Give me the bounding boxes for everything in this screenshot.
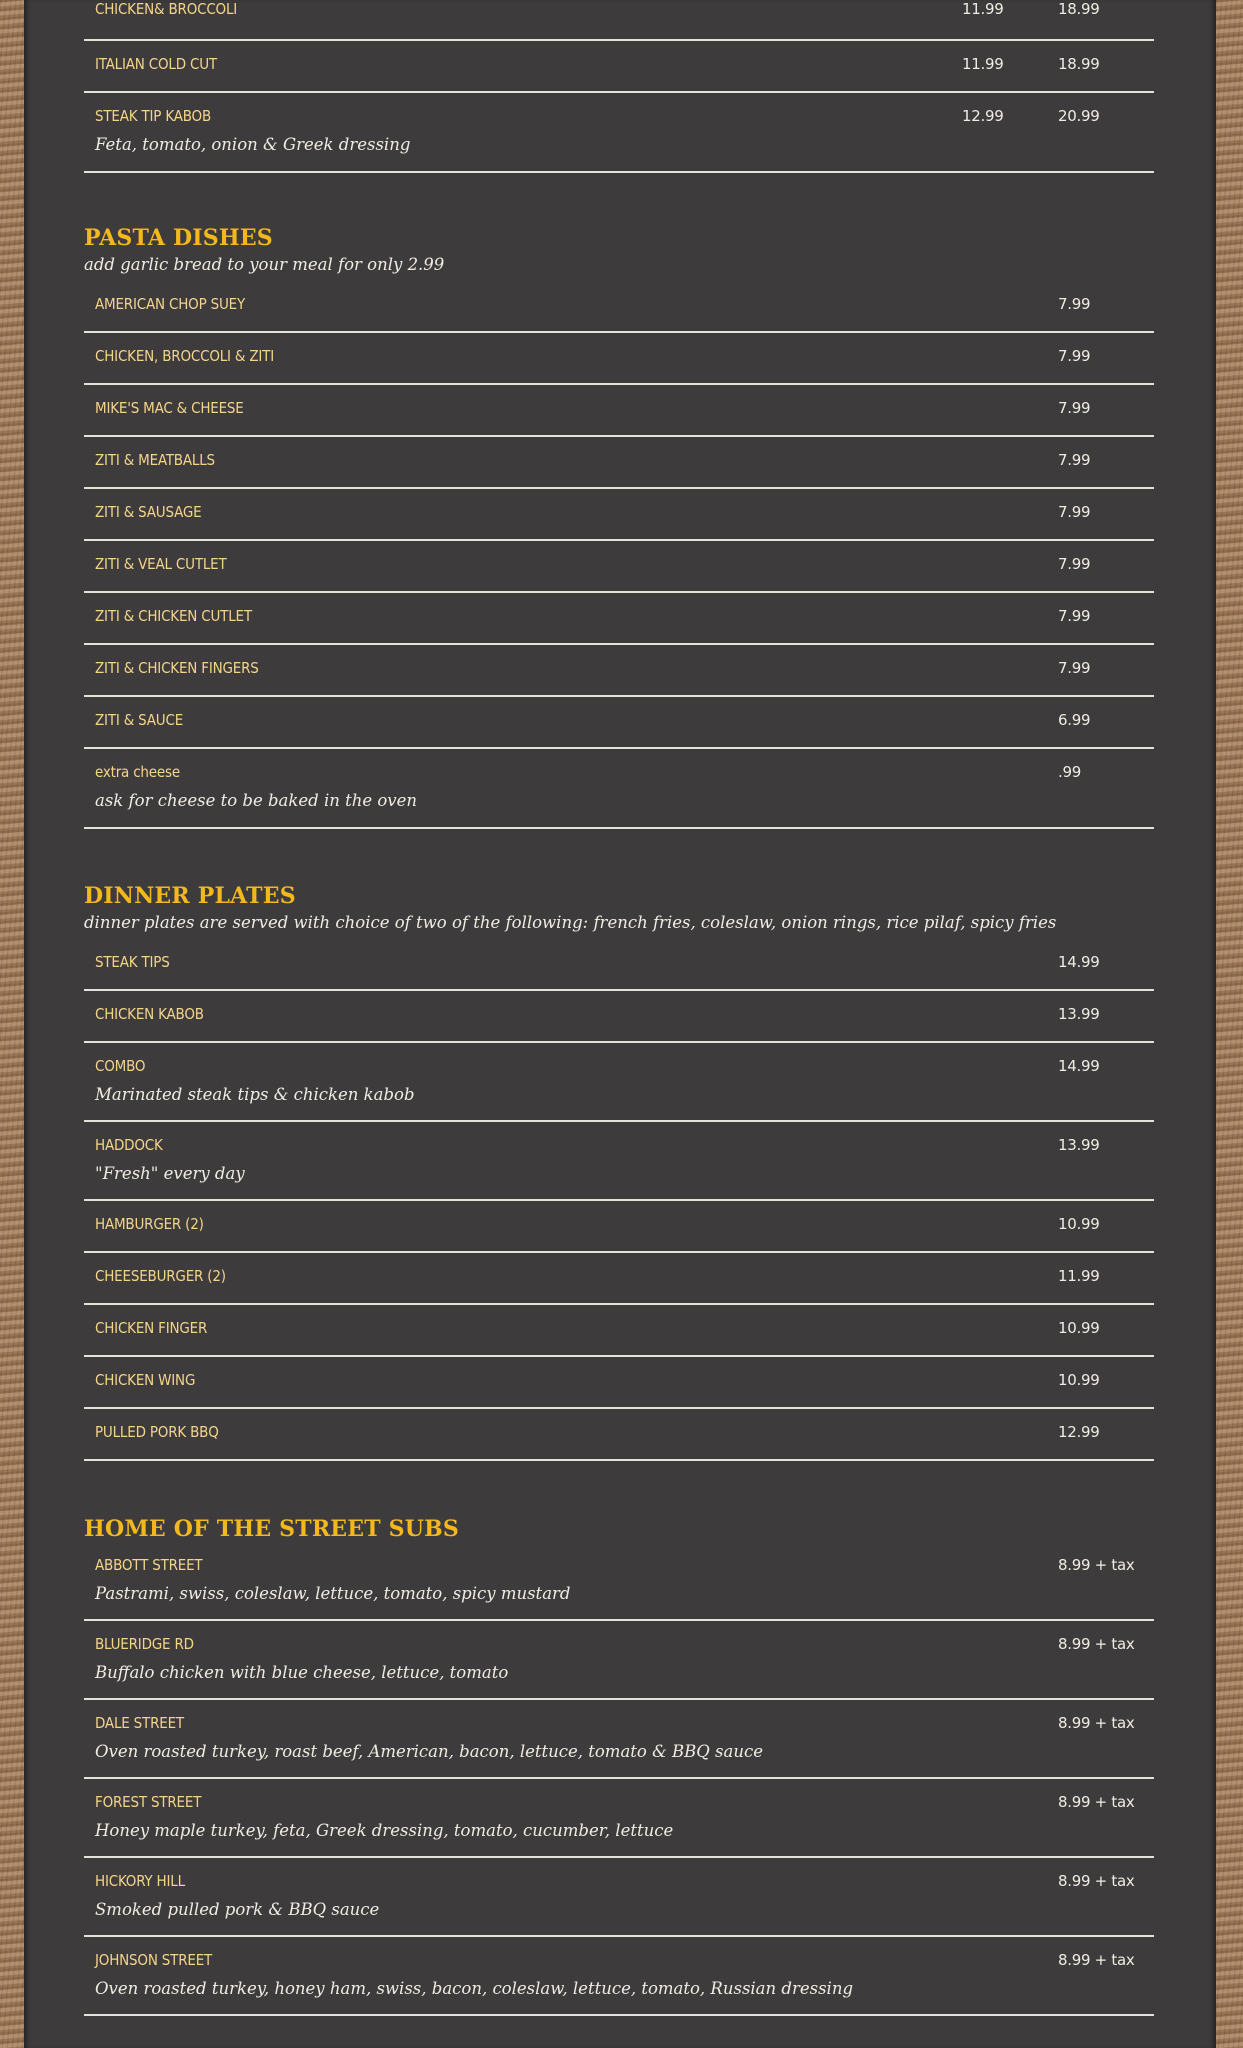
- item-price: 7.99: [1058, 659, 1091, 677]
- item-name: CHICKEN WING: [95, 1371, 196, 1389]
- menu-item: [84, 489, 1154, 541]
- item-name: CHICKEN KABOB: [95, 1005, 204, 1023]
- item-description: Oven roasted turkey, roast beef, American, bacon, lettuce, tomato & BBQ sauce: [95, 1742, 763, 1761]
- section-title: DINNER PLATES: [84, 883, 296, 909]
- item-price: 7.99: [1058, 503, 1091, 521]
- item-description: Smoked pulled pork & BBQ sauce: [95, 1900, 380, 1919]
- item-name: DALE STREET: [95, 1714, 184, 1732]
- item-name: extra cheese: [95, 763, 180, 781]
- wood-frame-left: [0, 0, 24, 2048]
- section-title: PASTA DISHES: [84, 225, 273, 251]
- menu-item: [84, 1122, 1154, 1201]
- item-price: 10.99: [1058, 1215, 1100, 1233]
- item-price: 8.99 + tax: [1058, 1714, 1135, 1732]
- menu-item: [84, 1542, 1154, 1621]
- item-price-large: 18.99: [1058, 0, 1100, 18]
- item-price: 7.99: [1058, 347, 1091, 365]
- item-name: HADDOCK: [95, 1136, 163, 1154]
- item-name: ITALIAN COLD CUT: [95, 55, 217, 73]
- item-name: AMERICAN CHOP SUEY: [95, 295, 246, 313]
- item-name: HAMBURGER (2): [95, 1215, 204, 1233]
- menu-item: [84, 645, 1154, 697]
- item-price: 7.99: [1058, 607, 1091, 625]
- menu-item: [84, 437, 1154, 489]
- menu-item: [84, 1937, 1154, 2016]
- menu-item: [84, 697, 1154, 749]
- item-name: CHEESEBURGER (2): [95, 1267, 226, 1285]
- item-name: PULLED PORK BBQ: [95, 1423, 219, 1441]
- item-price-large: 20.99: [1058, 107, 1100, 125]
- item-price-small: 11.99: [962, 55, 1004, 73]
- menu-item: [84, 1621, 1154, 1700]
- item-description: Marinated steak tips & chicken kabob: [95, 1085, 415, 1104]
- item-price: 6.99: [1058, 711, 1091, 729]
- item-description: Buffalo chicken with blue cheese, lettuce, tomato: [95, 1663, 509, 1682]
- item-name: STEAK TIP KABOB: [95, 107, 212, 125]
- menu-item: [84, 1858, 1154, 1937]
- item-name: ZITI & SAUCE: [95, 711, 184, 729]
- menu-item: [84, 939, 1154, 991]
- menu-item: [84, 1043, 1154, 1122]
- item-description: Honey maple turkey, feta, Greek dressing, tomato, cucumber, lettuce: [95, 1821, 674, 1840]
- item-description: "Fresh" every day: [95, 1164, 245, 1183]
- item-name: ZITI & SAUSAGE: [95, 503, 202, 521]
- item-price: .99: [1058, 763, 1081, 781]
- item-name: ZITI & CHICKEN FINGERS: [95, 659, 259, 677]
- item-name: CHICKEN FINGER: [95, 1319, 208, 1337]
- item-price: 7.99: [1058, 555, 1091, 573]
- item-price: 8.99 + tax: [1058, 1793, 1135, 1811]
- wood-frame-right: [1216, 0, 1243, 2048]
- item-price: 8.99 + tax: [1058, 1556, 1135, 1574]
- menu-item: [84, 541, 1154, 593]
- item-price: 8.99 + tax: [1058, 1635, 1135, 1653]
- menu-item: [84, 385, 1154, 437]
- item-price-small: 11.99: [962, 0, 1004, 18]
- item-price: 11.99: [1058, 1267, 1100, 1285]
- menu-item: [84, 1357, 1154, 1409]
- menu-item: [84, 749, 1154, 829]
- menu-item: [84, 333, 1154, 385]
- menu-item: [84, 0, 1154, 41]
- item-name: HICKORY HILL: [95, 1872, 185, 1890]
- menu-item: [84, 1201, 1154, 1253]
- item-name: ABBOTT STREET: [95, 1556, 203, 1574]
- item-price-small: 12.99: [962, 107, 1004, 125]
- menu-item: [84, 281, 1154, 333]
- item-name: ZITI & VEAL CUTLET: [95, 555, 227, 573]
- item-price: 12.99: [1058, 1423, 1100, 1441]
- menu-item: [84, 1779, 1154, 1858]
- menu-item: [84, 593, 1154, 645]
- menu-item: [84, 1253, 1154, 1305]
- item-price: 8.99 + tax: [1058, 1872, 1135, 1890]
- item-name: COMBO: [95, 1057, 146, 1075]
- item-description: Feta, tomato, onion & Greek dressing: [95, 135, 411, 154]
- item-description: Oven roasted turkey, honey ham, swiss, bacon, coleslaw, lettuce, tomato, Russian dressing: [95, 1979, 854, 1998]
- menu-item: [84, 93, 1154, 173]
- item-name: JOHNSON STREET: [95, 1951, 213, 1969]
- item-price: 13.99: [1058, 1136, 1100, 1154]
- item-price: 7.99: [1058, 399, 1091, 417]
- menu-item: [84, 1305, 1154, 1357]
- menu-item: [84, 1700, 1154, 1779]
- item-price: 14.99: [1058, 953, 1100, 971]
- item-price: 10.99: [1058, 1371, 1100, 1389]
- item-name: ZITI & CHICKEN CUTLET: [95, 607, 252, 625]
- menu-item: [84, 41, 1154, 93]
- item-price: 10.99: [1058, 1319, 1100, 1337]
- section-title: HOME OF THE STREET SUBS: [84, 1516, 460, 1542]
- item-name: CHICKEN& BROCCOLI: [95, 0, 238, 18]
- item-name: CHICKEN, BROCCOLI & ZITI: [95, 347, 274, 365]
- item-name: BLUERIDGE RD: [95, 1635, 194, 1653]
- item-price: 7.99: [1058, 295, 1091, 313]
- item-price: 13.99: [1058, 1005, 1100, 1023]
- item-name: FOREST STREET: [95, 1793, 202, 1811]
- menu-item: [84, 991, 1154, 1043]
- item-price-large: 18.99: [1058, 55, 1100, 73]
- section-note: add garlic bread to your meal for only 2.99: [84, 255, 445, 274]
- item-price: 7.99: [1058, 451, 1091, 469]
- menu-item: [84, 1409, 1154, 1461]
- item-price: 14.99: [1058, 1057, 1100, 1075]
- item-description: Pastrami, swiss, coleslaw, lettuce, tomato, spicy mustard: [95, 1584, 571, 1603]
- item-name: MIKE'S MAC & CHEESE: [95, 399, 244, 417]
- item-price: 8.99 + tax: [1058, 1951, 1135, 1969]
- section-note: dinner plates are served with choice of two of the following: french fries, coleslaw, onion rings, rice pilaf, spicy fries: [84, 913, 1057, 932]
- item-name: STEAK TIPS: [95, 953, 170, 971]
- item-name: ZITI & MEATBALLS: [95, 451, 215, 469]
- item-description: ask for cheese to be baked in the oven: [95, 791, 418, 810]
